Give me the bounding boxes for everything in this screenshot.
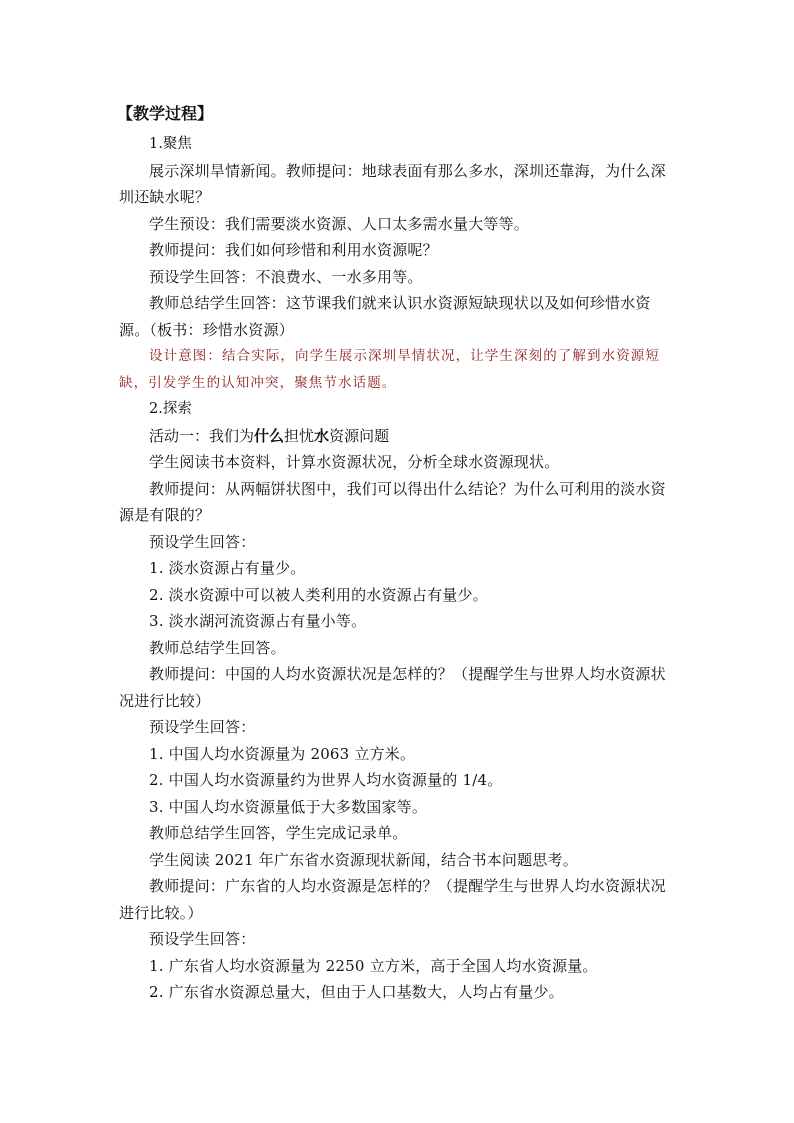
- activity-title-part: 担忧: [284, 426, 315, 445]
- paragraph: 教师提问：广东省的人均水资源是怎样的？（提醒学生与世界人均水资源状况进行比较。）: [119, 877, 666, 922]
- list-item: 2. 中国人均水资源量约为世界人均水资源量的 1/4。: [149, 771, 503, 789]
- list-item: 2. 淡水资源中可以被人类利用的水资源占有量少。: [149, 585, 488, 604]
- list-item: 1. 广东省人均水资源量为 2250 立方米，高于全国人均水资源量。: [149, 956, 598, 975]
- paragraph: 预设学生回答：不浪费水、一水多用等。: [149, 267, 423, 286]
- paragraph: 教师总结学生回答，学生完成记录单。: [149, 824, 408, 842]
- list-item: 1. 淡水资源占有量少。: [149, 559, 306, 577]
- activity-title-bold: 水: [314, 426, 330, 445]
- section1-title: 1.聚焦: [149, 136, 192, 152]
- paragraph: 学生阅读 2021 年广东省水资源现状新闻，结合书本问题思考。: [149, 850, 578, 869]
- paragraph: 教师提问：中国的人均水资源状况是怎样的？（提醒学生与世界人均水资源状况进行比较）: [119, 665, 666, 710]
- paragraph: 教师总结学生回答：这节课我们就来认识水资源短缺现状以及如何珍惜水资源。（板书：珍惜水资源）: [119, 294, 651, 339]
- section-heading: 【教学过程】: [117, 104, 214, 123]
- list-item: 3. 淡水湖河流资源占有量小等。: [149, 612, 367, 630]
- paragraph: 预设学生回答：: [149, 930, 256, 948]
- activity-title-part: 资源问题: [329, 426, 390, 445]
- paragraph: 预设学生回答：: [149, 532, 256, 551]
- activity-title-part: 活动一：我们为: [149, 426, 255, 445]
- activity-title: [119, 423, 676, 450]
- list-item: 3. 中国人均水资源量低于大多数国家等。: [149, 797, 428, 816]
- list-item: 2. 广东省水资源总量大，但由于人口基数大，人均占有量少。: [149, 983, 564, 1001]
- paragraph: 学生阅读书本资料，计算水资源状况，分析全球水资源现状。: [149, 453, 560, 471]
- paragraph: 教师提问：我们如何珍惜和利用水资源呢？: [149, 241, 438, 259]
- paragraph: 教师总结学生回答。: [149, 638, 286, 657]
- paragraph: 教师提问：从两幅饼状图中，我们可以得出什么结论？为什么可利用的淡水资源是有限的？: [119, 479, 666, 524]
- page-content: [119, 103, 676, 1006]
- design-intent-note: 设计意图：结合实际，向学生展示深圳旱情状况，让学生深刻的了解到水资源短缺，引发学生的认知冲突，聚焦节水话题。: [119, 348, 660, 391]
- paragraph: 展示深圳旱情新闻。教师提问：地球表面有那么多水，深圳还靠海，为什么深圳还缺水呢？: [119, 161, 666, 206]
- paragraph: 预设学生回答：: [149, 718, 256, 736]
- activity-title-bold: 什么: [254, 426, 285, 445]
- list-item: 1. 中国人均水资源量为 2063 立方米。: [149, 744, 416, 763]
- section2-title: 2.探索: [149, 401, 192, 417]
- paragraph: 学生预设：我们需要淡水资源、人口太多需水量大等等。: [149, 214, 530, 233]
